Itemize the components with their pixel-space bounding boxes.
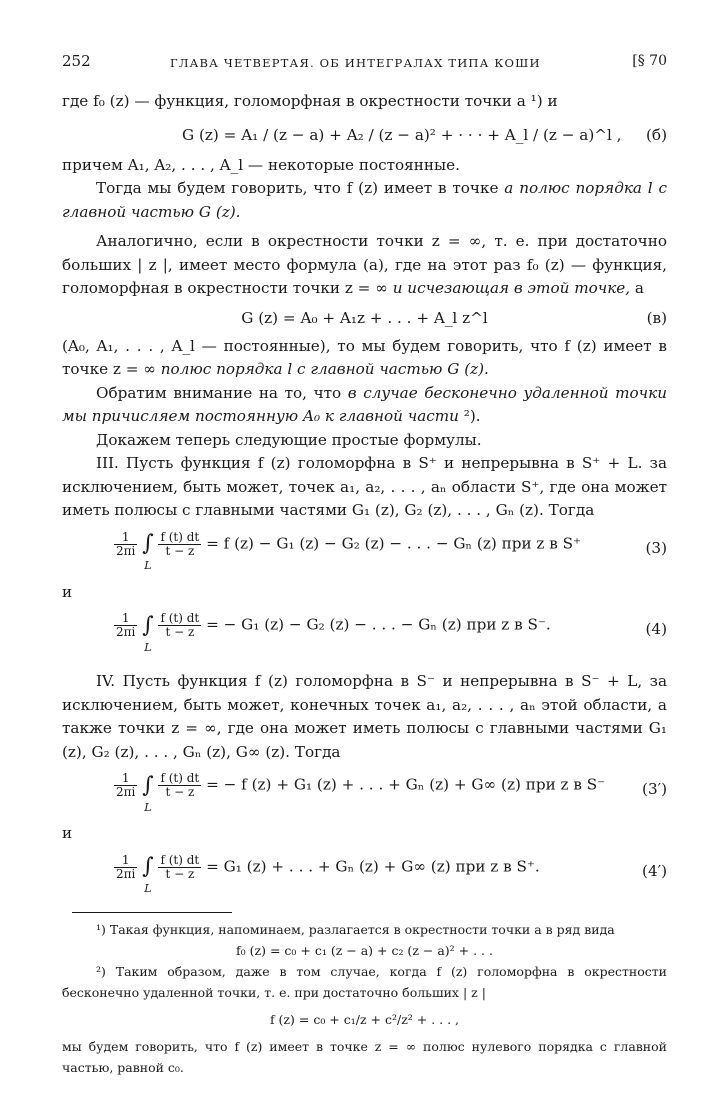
paragraph-4-text: Аналогично, если в окрестности точки z = ∞, т. е. при достаточно больших | z |, имеет место формула (а), где на этот раз f₀ (z) — функция, голоморфная в окрестности точки z = ∞ bbox=[62, 232, 667, 297]
contour-label: L bbox=[144, 559, 152, 572]
equation-3-body bbox=[114, 529, 582, 572]
conjunction-2: и bbox=[62, 824, 73, 842]
section-number: [§ 70 bbox=[632, 53, 667, 69]
paragraph-5 bbox=[62, 335, 667, 382]
equation-4 bbox=[62, 604, 667, 662]
integral-sign: ∫ L bbox=[142, 856, 153, 878]
footnote-2-equation: f (z) = c₀ + c₁/z + c²/z² + . . . , bbox=[269, 1011, 460, 1027]
equation-3-prime-rhs: = − f (z) + G₁ (z) + . . . + Gₙ (z) + G∞ (z) при z в S⁻ bbox=[206, 775, 606, 794]
integral-sign: ∫ L bbox=[142, 615, 153, 637]
equation-4-body bbox=[114, 611, 551, 654]
equation-4-tag: (4) bbox=[645, 620, 667, 638]
equation-3-prime-body bbox=[114, 771, 606, 814]
footnote-1: ¹) Такая функция, напоминаем, разлагается в окрестности точки a в ряд вида bbox=[96, 921, 615, 937]
equation-4-prime bbox=[62, 846, 667, 904]
equation-3-prime-integrand: $\frac{f (t) dt}{t - z}$ bbox=[160, 771, 200, 799]
equation-4-coef: $\frac{1}{2\pi i}$ bbox=[116, 611, 136, 639]
paragraph-7: Докажем теперь следующие простые формулы. bbox=[96, 430, 482, 449]
equation-3-tag: (3) bbox=[645, 538, 667, 557]
equation-4-integrand: $\frac{f (t) dt}{t - z}$ bbox=[160, 611, 200, 639]
paragraph-1: где f₀ (z) — функция, голоморфная в окрестности точки a ¹) и bbox=[62, 92, 558, 110]
equation-4-prime-coef: $\frac{1}{2\pi i}$ bbox=[116, 852, 136, 881]
contour-label: L bbox=[144, 882, 152, 895]
equation-3-integrand: $\frac{f (t) dt}{t - z}$ bbox=[160, 529, 200, 558]
contour-label: L bbox=[144, 800, 152, 814]
equation-4-prime-tag: (4′) bbox=[642, 861, 667, 880]
paragraph-6 bbox=[62, 382, 667, 429]
equation-3 bbox=[62, 523, 667, 581]
paragraph-5-emph: полюс порядка l с главной частью G (z). bbox=[160, 360, 489, 378]
paragraph-3 bbox=[62, 177, 667, 224]
paragraph-6-text: Обратим внимание на то, что bbox=[96, 383, 348, 402]
footnotes bbox=[62, 919, 667, 1078]
paragraph-4-tail: а bbox=[630, 279, 644, 297]
equation-3-prime-tag: (3′) bbox=[642, 780, 667, 798]
equation-4-prime-integrand: $\frac{f (t) dt}{t - z}$ bbox=[160, 852, 200, 881]
footnote-2: ²) Таким образом, даже в том случае, когда f (z) голоморфна в окрестности бесконечно удаленной точки, т. е. при достаточно больших | z | bbox=[62, 963, 667, 1000]
equation-v bbox=[62, 301, 667, 335]
paragraph-5-text: (A₀, A₁, . . . , A_l — постоянные), то мы будем говорить, что f (z) имеет в точке z = ∞ bbox=[62, 336, 667, 378]
paragraph-9: IV. Пусть функция f (z) голоморфна в S⁻ и непрерывна в S⁻ + L, за исключением, быть может, конечных точек a₁, a₂, . . . , aₙ этой области, а также точки z = ∞, где она может иметь полюсы с главными частями G₁ (z), G₂ (z), . . . , Gₙ (z), G∞ (z). Тогда bbox=[62, 672, 667, 761]
integral-sign: ∫ L bbox=[142, 775, 153, 797]
conjunction-1: и bbox=[62, 582, 73, 601]
paragraph-3-emph: a полюс порядка l с главной частью G (z). bbox=[62, 179, 667, 221]
paragraph-3-text: Тогда мы будем говорить, что f (z) имеет в точке bbox=[96, 179, 505, 197]
integral-sign: ∫ L bbox=[142, 533, 153, 555]
page bbox=[62, 50, 667, 1078]
equation-4-rhs: = − G₁ (z) − G₂ (z) − . . . − Gₙ (z) при z в S⁻. bbox=[206, 615, 551, 634]
equation-b bbox=[62, 114, 667, 154]
paragraph-4-emph: и исчезающая в этой точке, bbox=[392, 279, 631, 297]
footnote-1-equation: f₀ (z) = c₀ + c₁ (z − a) + c₂ (z − a)² + . . . bbox=[236, 942, 493, 958]
paragraph-6-tail: ²). bbox=[458, 407, 481, 425]
paragraph-4 bbox=[62, 230, 667, 301]
equation-v-body: G (z) = A₀ + A₁z + . . . + A_l z^l bbox=[241, 308, 488, 327]
page-number: 252 bbox=[62, 52, 91, 70]
equation-3-coef: $\frac{1}{2\pi i}$ bbox=[116, 529, 136, 558]
equation-v-tag: (в) bbox=[646, 308, 667, 327]
paragraph-2: причем A₁, A₂, . . . , A_l — некоторые постоянные. bbox=[62, 155, 460, 174]
contour-label: L bbox=[144, 640, 152, 654]
equation-b-body: G (z) = A₁ / (z − a) + A₂ / (z − a)² + · · · + A_l / (z − a)^l , bbox=[182, 125, 622, 144]
running-header bbox=[62, 50, 667, 76]
running-title: ГЛАВА ЧЕТВЕРТАЯ. ОБ ИНТЕГРАЛАХ ТИПА КОШИ bbox=[170, 56, 541, 70]
footnote-divider bbox=[72, 912, 232, 913]
paragraph-8: III. Пусть функция f (z) голоморфна в S⁺ и непрерывна в S⁺ + L. за исключением, быть может, точек a₁, a₂, . . . , aₙ области S⁺, где она может иметь полюсы с главными частями G₁ (z), G₂ (z), . . . , Gₙ (z). Тогда bbox=[62, 454, 667, 519]
equation-b-tag: (б) bbox=[646, 125, 667, 144]
equation-3-prime-coef: $\frac{1}{2\pi i}$ bbox=[116, 771, 136, 799]
footnote-2-end: мы будем говорить, что f (z) имеет в точке z = ∞ полюс нулевого порядка с главной частью, равной c₀. bbox=[62, 1038, 667, 1075]
equation-3-rhs: = f (z) − G₁ (z) − G₂ (z) − . . . − Gₙ (z) при z в S⁺ bbox=[206, 534, 582, 552]
equation-3-prime bbox=[62, 764, 667, 822]
paragraph-6-emph: в случае бесконечно удаленной точки мы причисляем постоянную A₀ к главной части bbox=[62, 383, 667, 425]
equation-4-prime-body bbox=[114, 852, 540, 895]
equation-4-prime-rhs: = G₁ (z) + . . . + Gₙ (z) + G∞ (z) при z в S⁺. bbox=[206, 857, 540, 875]
